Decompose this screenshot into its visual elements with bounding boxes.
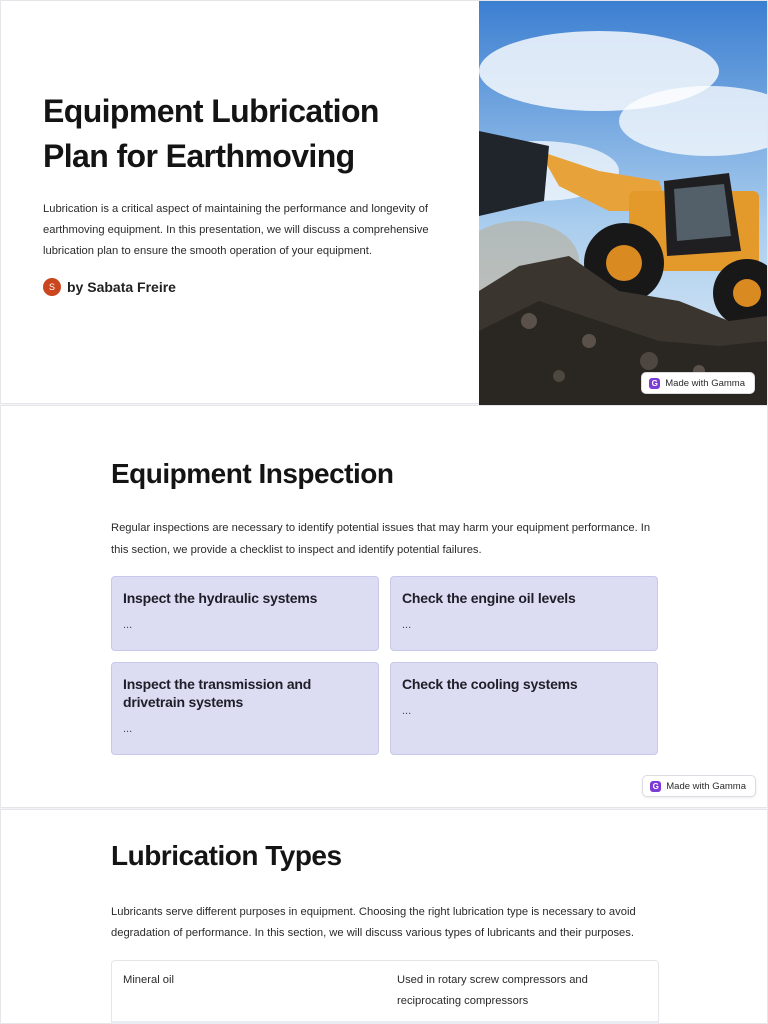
wheel-loader-photo <box>479 1 767 405</box>
gamma-logo-icon: G <box>650 781 661 792</box>
title-slide-content <box>43 89 443 296</box>
badge-label: Made with Gamma <box>665 377 745 389</box>
checklist-card <box>111 662 379 755</box>
title-slide <box>0 0 768 404</box>
badge-label: Made with Gamma <box>666 780 746 792</box>
avatar: S <box>43 278 61 296</box>
lubricant-table <box>111 960 659 1024</box>
section-paragraph: Regular inspections are necessary to identify potential issues that may harm your equipment performance. In this section, we provide a checklist to inspect and identify potential failures. <box>111 522 651 556</box>
card-title: Inspect the hydraulic systems <box>123 590 318 606</box>
card-body: ... <box>402 619 412 631</box>
table-cell-type: Mineral oil <box>123 974 174 986</box>
card-body: ... <box>123 619 133 631</box>
checklist-card <box>390 576 658 651</box>
lubrication-types-slide <box>0 809 768 1024</box>
card-body: ... <box>402 705 412 717</box>
wheel-loader-illustration <box>479 1 767 405</box>
intro-paragraph: Lubrication is a critical aspect of maintaining the performance and longevity of earthmoving equipment. In this presentation, we will discuss a comprehensive lubrication plan to ensure the smooth operation of your equipment. <box>43 203 429 257</box>
section-title: Lubrication Types <box>111 840 342 871</box>
table-cell-use: Used in rotary screw compressors and reciprocating compressors <box>397 974 588 1007</box>
page-title: Equipment Lubrication Plan for Earthmoving <box>43 93 379 174</box>
section-paragraph: Lubricants serve different purposes in equipment. Choosing the right lubrication type is necessary to avoid degradation of performance. In this section, we will discuss various types of lubricants and their purposes. <box>111 906 636 939</box>
card-title: Check the engine oil levels <box>402 590 576 606</box>
author-byline <box>43 278 443 296</box>
checklist-card <box>390 662 658 755</box>
inspection-slide <box>0 405 768 808</box>
made-with-gamma-badge[interactable] <box>641 372 755 394</box>
section-title: Equipment Inspection <box>111 458 394 489</box>
card-title: Inspect the transmission and drivetrain systems <box>123 676 312 710</box>
card-title: Check the cooling systems <box>402 676 578 692</box>
made-with-gamma-badge[interactable] <box>642 775 756 797</box>
card-body: ... <box>123 723 133 735</box>
author-name: by Sabata Freire <box>67 279 176 295</box>
gamma-logo-icon: G <box>649 378 660 389</box>
checklist-card <box>111 576 379 651</box>
